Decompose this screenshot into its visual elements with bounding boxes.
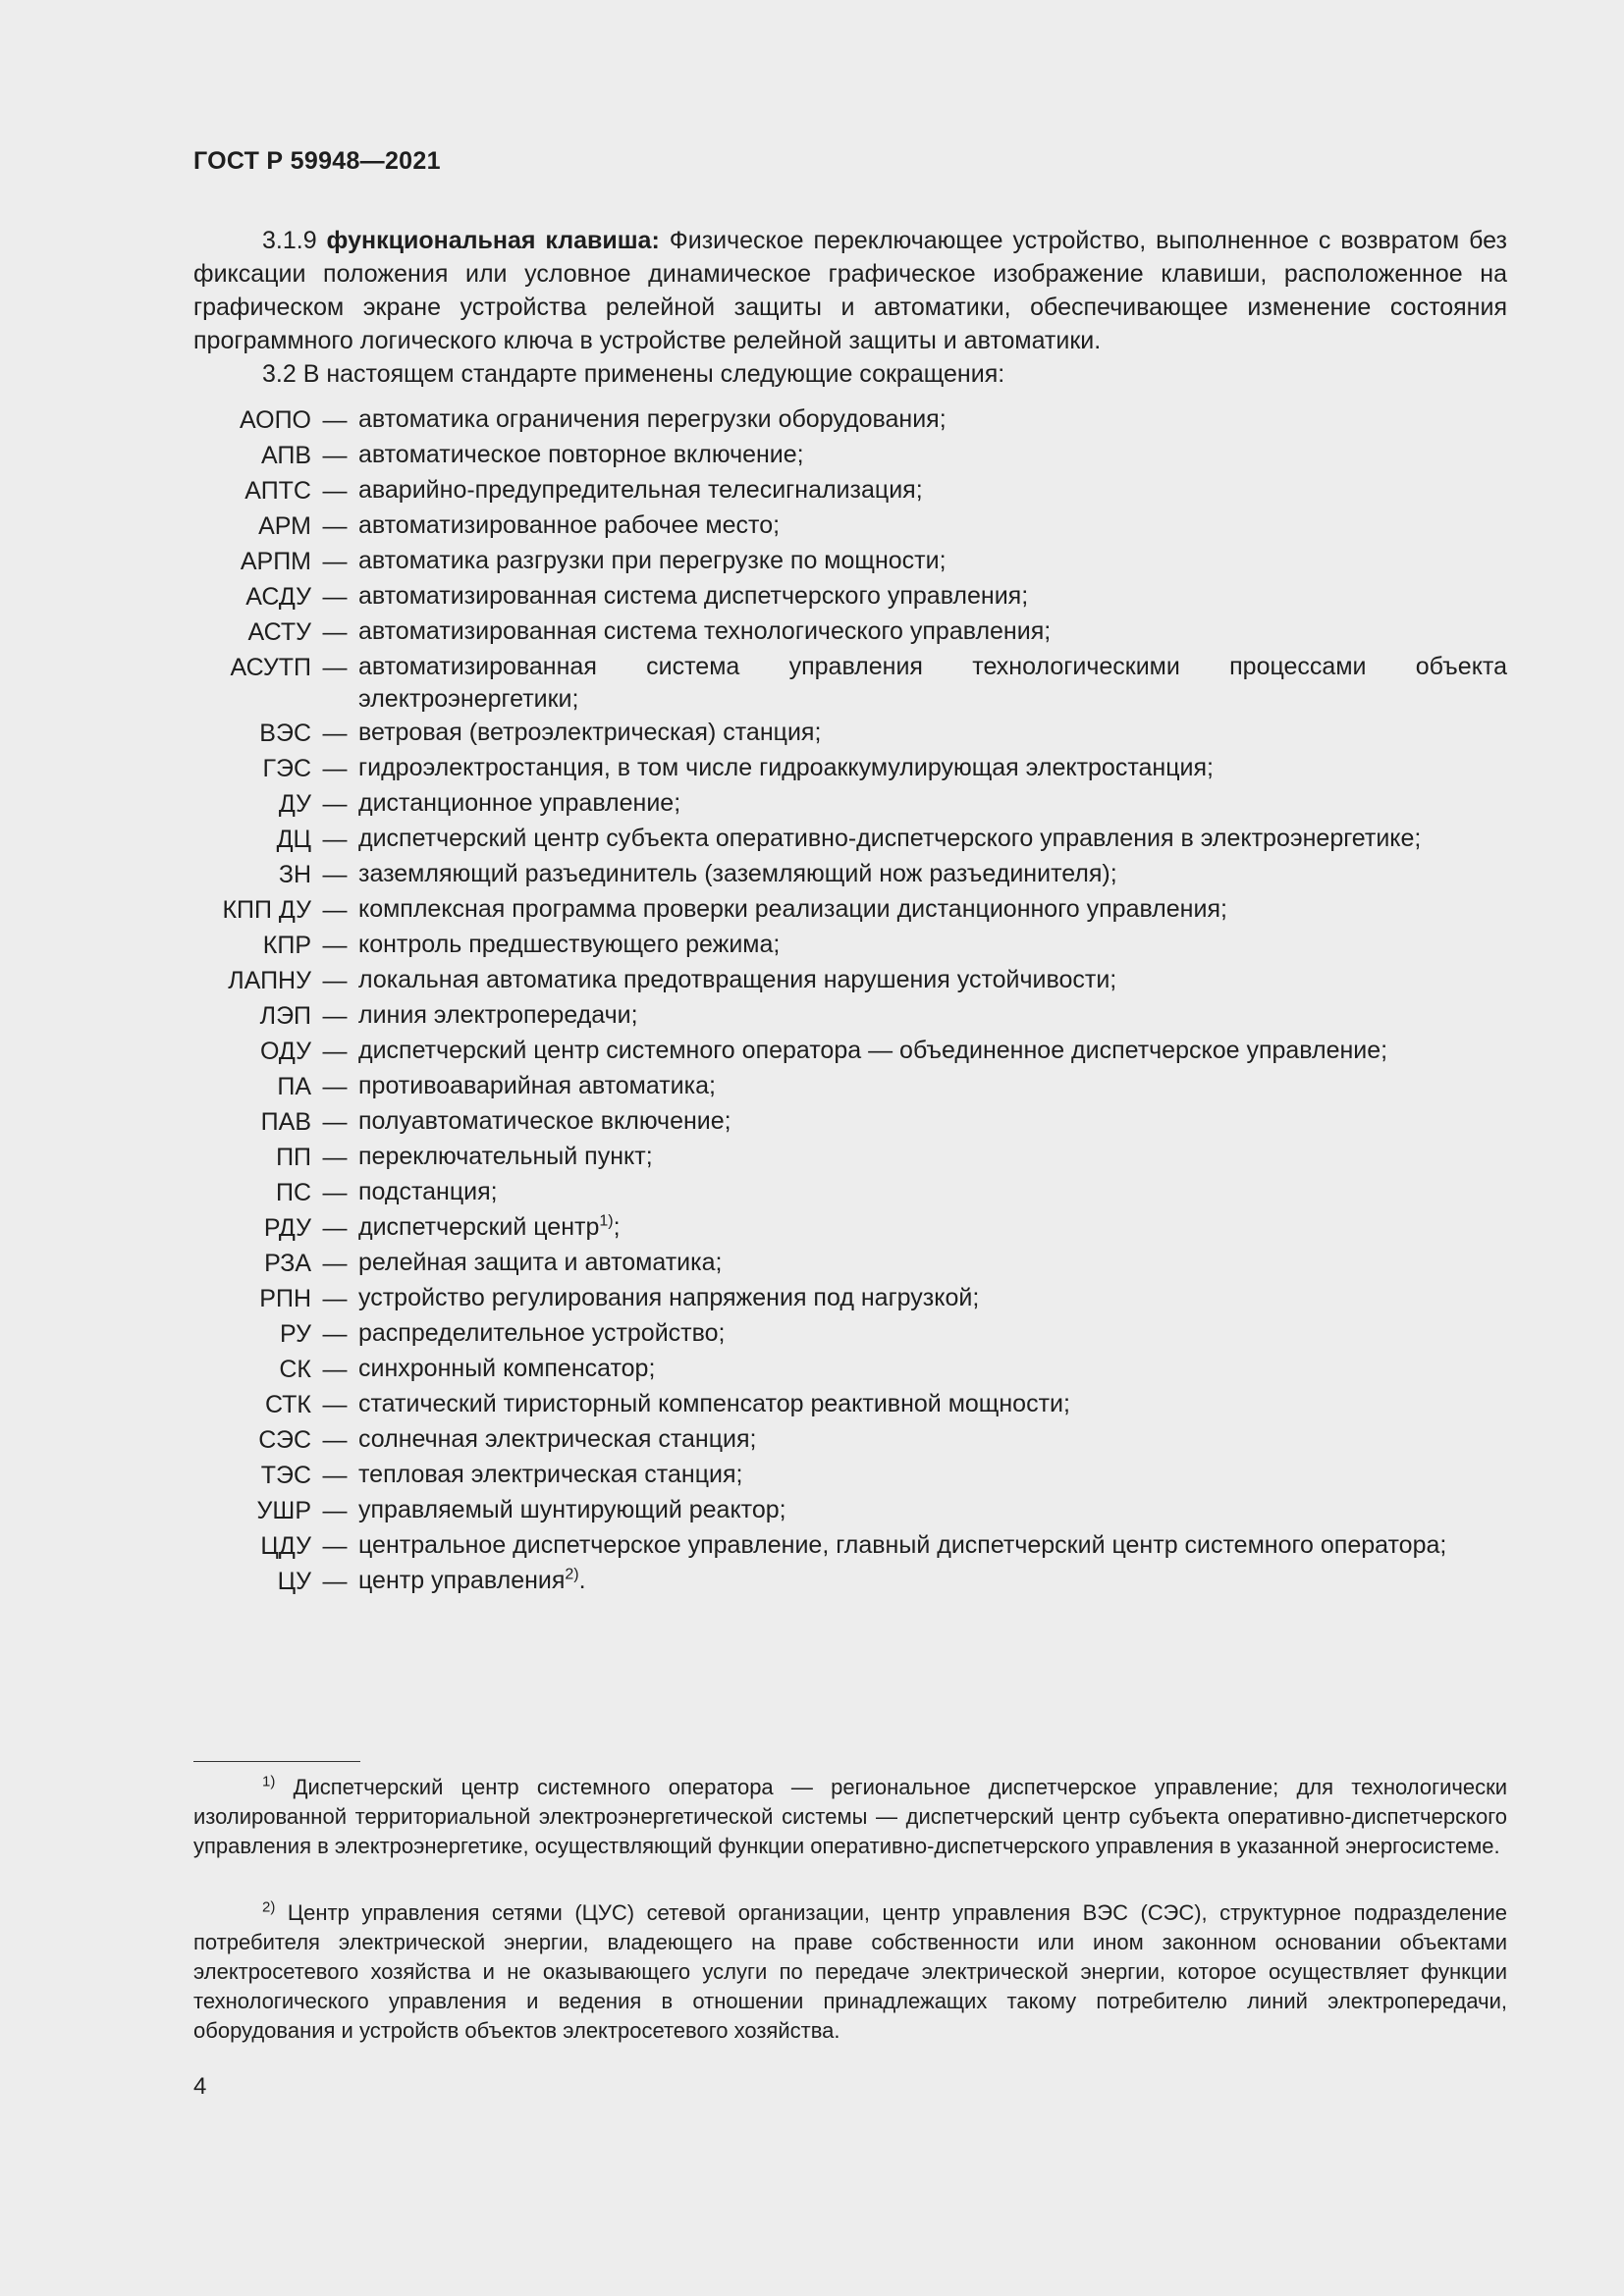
definition-text: автоматика разгрузки при перегрузке по мощности;	[358, 547, 947, 574]
definition-text: релейная защита и автоматика;	[358, 1249, 723, 1276]
abbreviation-term: РПН	[259, 1285, 311, 1312]
abbreviation-dash: —	[322, 1108, 348, 1136]
abbreviation-term: ПАВ	[260, 1108, 311, 1136]
footnote-2	[193, 1898, 1507, 2046]
abbreviation-dash: —	[322, 896, 348, 924]
footnote-1	[193, 1773, 1507, 1861]
abbreviation-definition	[358, 544, 1507, 577]
abbreviation-row	[193, 1069, 1507, 1104]
abbreviation-dash: —	[322, 790, 348, 818]
abbreviation-term: КПП ДУ	[222, 896, 311, 924]
abbreviation-definition	[358, 1069, 1507, 1102]
abbreviation-row	[193, 1493, 1507, 1528]
abbreviation-row	[193, 544, 1507, 579]
abbreviation-dash: —	[322, 442, 348, 469]
abbreviation-row	[193, 508, 1507, 544]
abbreviation-definition	[358, 1316, 1507, 1350]
abbreviation-row	[193, 1281, 1507, 1316]
definition-text: диспетчерский центр системного оператора — объединенное диспетчерское управление;	[358, 1037, 1388, 1064]
abbreviation-row	[193, 1210, 1507, 1246]
abbreviation-dash: —	[322, 1320, 348, 1348]
clause-number: 3.1.9	[262, 227, 317, 254]
abbreviation-row	[193, 1140, 1507, 1175]
definition-text: диспетчерский центр субъекта оперативно-диспетчерского управления в электроэнергетике;	[358, 825, 1422, 852]
abbreviation-definition	[358, 716, 1507, 749]
abbreviation-dash: —	[322, 512, 348, 540]
abbreviation-term: РУ	[279, 1320, 311, 1348]
abbreviation-dash: —	[322, 1356, 348, 1383]
abbreviation-dash: —	[322, 1285, 348, 1312]
definition-text: дистанционное управление;	[358, 789, 681, 817]
abbreviation-term: РДУ	[263, 1214, 311, 1242]
abbreviation-term: ЗН	[278, 861, 311, 888]
abbreviation-definition	[358, 614, 1507, 648]
abbreviation-dash: —	[322, 406, 348, 434]
abbreviation-definition	[358, 1528, 1507, 1562]
abbreviation-definition	[358, 1387, 1507, 1420]
abbreviation-definition	[358, 892, 1507, 926]
abbreviation-dash: —	[322, 1214, 348, 1242]
abbreviation-definition	[358, 1281, 1507, 1314]
abbreviation-dash: —	[322, 1568, 348, 1595]
abbreviation-row	[193, 1422, 1507, 1458]
abbreviation-term: КПР	[262, 932, 311, 959]
abbreviation-row	[193, 1387, 1507, 1422]
definition-text: аварийно-предупредительная телесигнализация;	[358, 476, 923, 504]
abbreviation-dash: —	[322, 1073, 348, 1100]
definition-text: локальная автоматика предотвращения нарушения устойчивости;	[358, 966, 1117, 993]
definition-text: автоматическое повторное включение;	[358, 441, 804, 468]
abbreviation-term: ГЭС	[262, 755, 311, 782]
definition-text: устройство регулирования напряжения под нагрузкой;	[358, 1284, 980, 1311]
abbreviation-term: АРПМ	[240, 548, 311, 575]
abbreviation-term: ОДУ	[260, 1038, 311, 1065]
abbreviation-dash: —	[322, 720, 348, 747]
abbreviation-dash: —	[322, 618, 348, 646]
abbreviation-definition	[358, 1034, 1507, 1067]
abbreviation-definition	[358, 1104, 1507, 1138]
definition-text: статический тиристорный компенсатор реактивной мощности;	[358, 1390, 1070, 1417]
abbreviation-term: АСДУ	[245, 583, 311, 611]
abbreviation-row	[193, 998, 1507, 1034]
clause-3-1-9	[193, 224, 1507, 357]
abbreviation-definition	[358, 786, 1507, 820]
abbreviation-dash: —	[322, 1391, 348, 1418]
abbreviation-row	[193, 928, 1507, 963]
abbreviation-definition	[358, 1210, 1507, 1244]
abbreviation-term: ЛЭП	[259, 1002, 311, 1030]
abbreviation-term: ДУ	[278, 790, 311, 818]
abbreviation-dash: —	[322, 1497, 348, 1524]
abbreviation-definition	[358, 1564, 1507, 1597]
abbreviation-definition	[358, 438, 1507, 471]
abbreviation-row	[193, 579, 1507, 614]
definition-text: автоматизированная система управления технологическими процессами объекта электроэнергетики;	[358, 653, 1507, 713]
abbreviation-term: АОПО	[240, 406, 311, 434]
definition-text: линия электропередачи;	[358, 1001, 638, 1029]
definition-text: противоаварийная автоматика;	[358, 1072, 716, 1099]
abbreviation-term: АПВ	[260, 442, 311, 469]
abbreviation-definition	[358, 1140, 1507, 1173]
abbreviation-dash: —	[322, 1426, 348, 1454]
abbreviation-row	[193, 1352, 1507, 1387]
abbreviation-definition	[358, 650, 1507, 716]
abbreviation-definition	[358, 822, 1507, 855]
abbreviation-row	[193, 1564, 1507, 1599]
abbreviation-row	[193, 786, 1507, 822]
definition-text: распределительное устройство;	[358, 1319, 726, 1347]
abbreviation-term: СЭС	[258, 1426, 311, 1454]
abbreviation-row	[193, 1458, 1507, 1493]
abbreviation-list	[193, 402, 1507, 1599]
abbreviation-term: ПС	[275, 1179, 311, 1206]
footnote-reference: 1)	[599, 1212, 614, 1230]
abbreviation-row	[193, 822, 1507, 857]
abbreviation-dash: —	[322, 826, 348, 853]
definition-text: управляемый шунтирующий реактор;	[358, 1496, 786, 1523]
standard-header: ГОСТ Р 59948—2021	[193, 147, 441, 175]
abbreviation-definition	[358, 928, 1507, 961]
definition-text: синхронный компенсатор;	[358, 1355, 656, 1382]
abbreviation-dash: —	[322, 1179, 348, 1206]
abbreviation-definition	[358, 1422, 1507, 1456]
definition-punctuation: .	[578, 1567, 586, 1594]
definition-punctuation: ;	[613, 1213, 621, 1241]
definition-text: автоматика ограничения перегрузки оборудования;	[358, 405, 947, 433]
abbreviation-row	[193, 1316, 1507, 1352]
abbreviation-dash: —	[322, 1038, 348, 1065]
footnote-text: Диспетчерский центр системного оператора — региональное диспетчерское управление; для технологически изолированной территориальной электроэнергетической системы — диспетчерский центр субъекта оперативно-диспетчерского управления в электроэнергетике, осуществляющий функции оперативно-диспетчерского управления в указанной энергосистеме.	[193, 1775, 1507, 1858]
abbreviation-row	[193, 1528, 1507, 1564]
abbreviation-dash: —	[322, 548, 348, 575]
abbreviation-definition	[358, 1175, 1507, 1208]
abbreviation-row	[193, 614, 1507, 650]
definition-text: полуавтоматическое включение;	[358, 1107, 731, 1135]
abbreviation-row	[193, 751, 1507, 786]
abbreviation-term: АСТУ	[247, 618, 311, 646]
abbreviation-term: ПА	[277, 1073, 311, 1100]
definition-text: переключательный пункт;	[358, 1143, 653, 1170]
definition-text: контроль предшествующего режима;	[358, 931, 781, 958]
abbreviation-definition	[358, 1352, 1507, 1385]
definition-text: центр управления	[358, 1567, 566, 1594]
definition-text: автоматизированное рабочее место;	[358, 511, 781, 539]
definition-text: автоматизированная система технологического управления;	[358, 617, 1052, 645]
abbreviation-row	[193, 1246, 1507, 1281]
abbreviation-row	[193, 473, 1507, 508]
footnote-reference: 2)	[565, 1566, 579, 1583]
abbreviation-dash: —	[322, 477, 348, 505]
abbreviation-definition	[358, 1458, 1507, 1491]
abbreviation-term: ТЭС	[260, 1462, 311, 1489]
definition-text: гидроэлектростанция, в том числе гидроаккумулирующая электростанция;	[358, 754, 1214, 781]
abbreviation-definition	[358, 751, 1507, 784]
abbreviation-row	[193, 1034, 1507, 1069]
abbreviation-dash: —	[322, 755, 348, 782]
definition-text: диспетчерский центр	[358, 1213, 600, 1241]
abbreviation-term: ВЭС	[259, 720, 311, 747]
abbreviation-term: СТК	[264, 1391, 311, 1418]
abbreviation-term: УШР	[256, 1497, 311, 1524]
abbreviation-term: АСУТП	[230, 654, 311, 681]
abbreviation-dash: —	[322, 1002, 348, 1030]
page-number: 4	[193, 2073, 207, 2100]
abbreviation-term: ЦДУ	[260, 1532, 311, 1560]
abbreviation-definition	[358, 579, 1507, 613]
abbreviation-term: ЛАПНУ	[228, 967, 311, 994]
abbreviation-dash: —	[322, 1532, 348, 1560]
clause-term: функциональная клавиша:	[326, 227, 660, 254]
abbreviation-term: ПП	[276, 1144, 311, 1171]
abbreviation-dash: —	[322, 1462, 348, 1489]
clause-definition: Физическое переключающее устройство, выполненное с возвратом без фиксации положения или условное динамическое графическое изображение клавиши, расположенное на графическом экране устройства релейной защиты и автоматики, обеспечивающее изменение состояния программного логического ключа в устройстве релейной защиты и автоматики.	[193, 227, 1507, 354]
abbreviation-definition	[358, 508, 1507, 542]
abbreviation-definition	[358, 473, 1507, 507]
definition-text: центральное диспетчерское управление, главный диспетчерский центр системного оператора;	[358, 1531, 1447, 1559]
abbreviation-term: АРМ	[258, 512, 311, 540]
abbreviation-definition	[358, 998, 1507, 1032]
abbreviation-term: АПТС	[244, 477, 311, 505]
abbreviation-row	[193, 1175, 1507, 1210]
abbreviation-dash: —	[322, 1144, 348, 1171]
abbreviation-definition	[358, 1493, 1507, 1526]
abbreviation-term: ДЦ	[276, 826, 311, 853]
abbreviation-row	[193, 892, 1507, 928]
abbreviation-term: СК	[279, 1356, 311, 1383]
abbreviation-definition	[358, 402, 1507, 436]
abbreviation-row	[193, 402, 1507, 438]
definition-text: тепловая электрическая станция;	[358, 1461, 743, 1488]
definition-text: солнечная электрическая станция;	[358, 1425, 757, 1453]
abbreviation-dash: —	[322, 583, 348, 611]
abbreviation-row	[193, 438, 1507, 473]
footnote-mark: 1)	[262, 1773, 276, 1790]
abbreviation-dash: —	[322, 1250, 348, 1277]
footnote-text: Центр управления сетями (ЦУС) сетевой организации, центр управления ВЭС (СЭС), структурное подразделение потребителя электрической энергии, владеющего на праве собственности или ином законном основании объектами электросетевого хозяйства и не оказывающего услуги по передаче электрической энергии, которое осуществляет функции технологического управления и ведения в отношении принадлежащих такому потребителю линий электропередачи, оборудования и устройств объектов электросетевого хозяйства.	[193, 1900, 1507, 2043]
abbreviation-row	[193, 963, 1507, 998]
abbreviation-term: ЦУ	[277, 1568, 311, 1595]
abbreviation-dash: —	[322, 967, 348, 994]
definition-text: заземляющий разъединитель (заземляющий нож разъединителя);	[358, 860, 1117, 887]
definition-text: автоматизированная система диспетчерского управления;	[358, 582, 1029, 610]
abbreviation-dash: —	[322, 932, 348, 959]
abbreviation-row	[193, 650, 1507, 716]
definition-text: комплексная программа проверки реализации дистанционного управления;	[358, 895, 1227, 923]
abbreviation-definition	[358, 963, 1507, 996]
abbreviation-definition	[358, 1246, 1507, 1279]
abbreviation-dash: —	[322, 861, 348, 888]
abbreviation-row	[193, 716, 1507, 751]
footnote-separator	[193, 1761, 360, 1762]
abbreviation-row	[193, 857, 1507, 892]
abbreviation-term: РЗА	[264, 1250, 311, 1277]
abbreviation-definition	[358, 857, 1507, 890]
abbreviation-dash: —	[322, 654, 348, 681]
clause-3-2: 3.2 В настоящем стандарте применены следующие сокращения:	[262, 360, 1005, 388]
footnote-mark: 2)	[262, 1898, 276, 1916]
abbreviation-row	[193, 1104, 1507, 1140]
definition-text: ветровая (ветроэлектрическая) станция;	[358, 719, 822, 746]
definition-text: подстанция;	[358, 1178, 498, 1205]
